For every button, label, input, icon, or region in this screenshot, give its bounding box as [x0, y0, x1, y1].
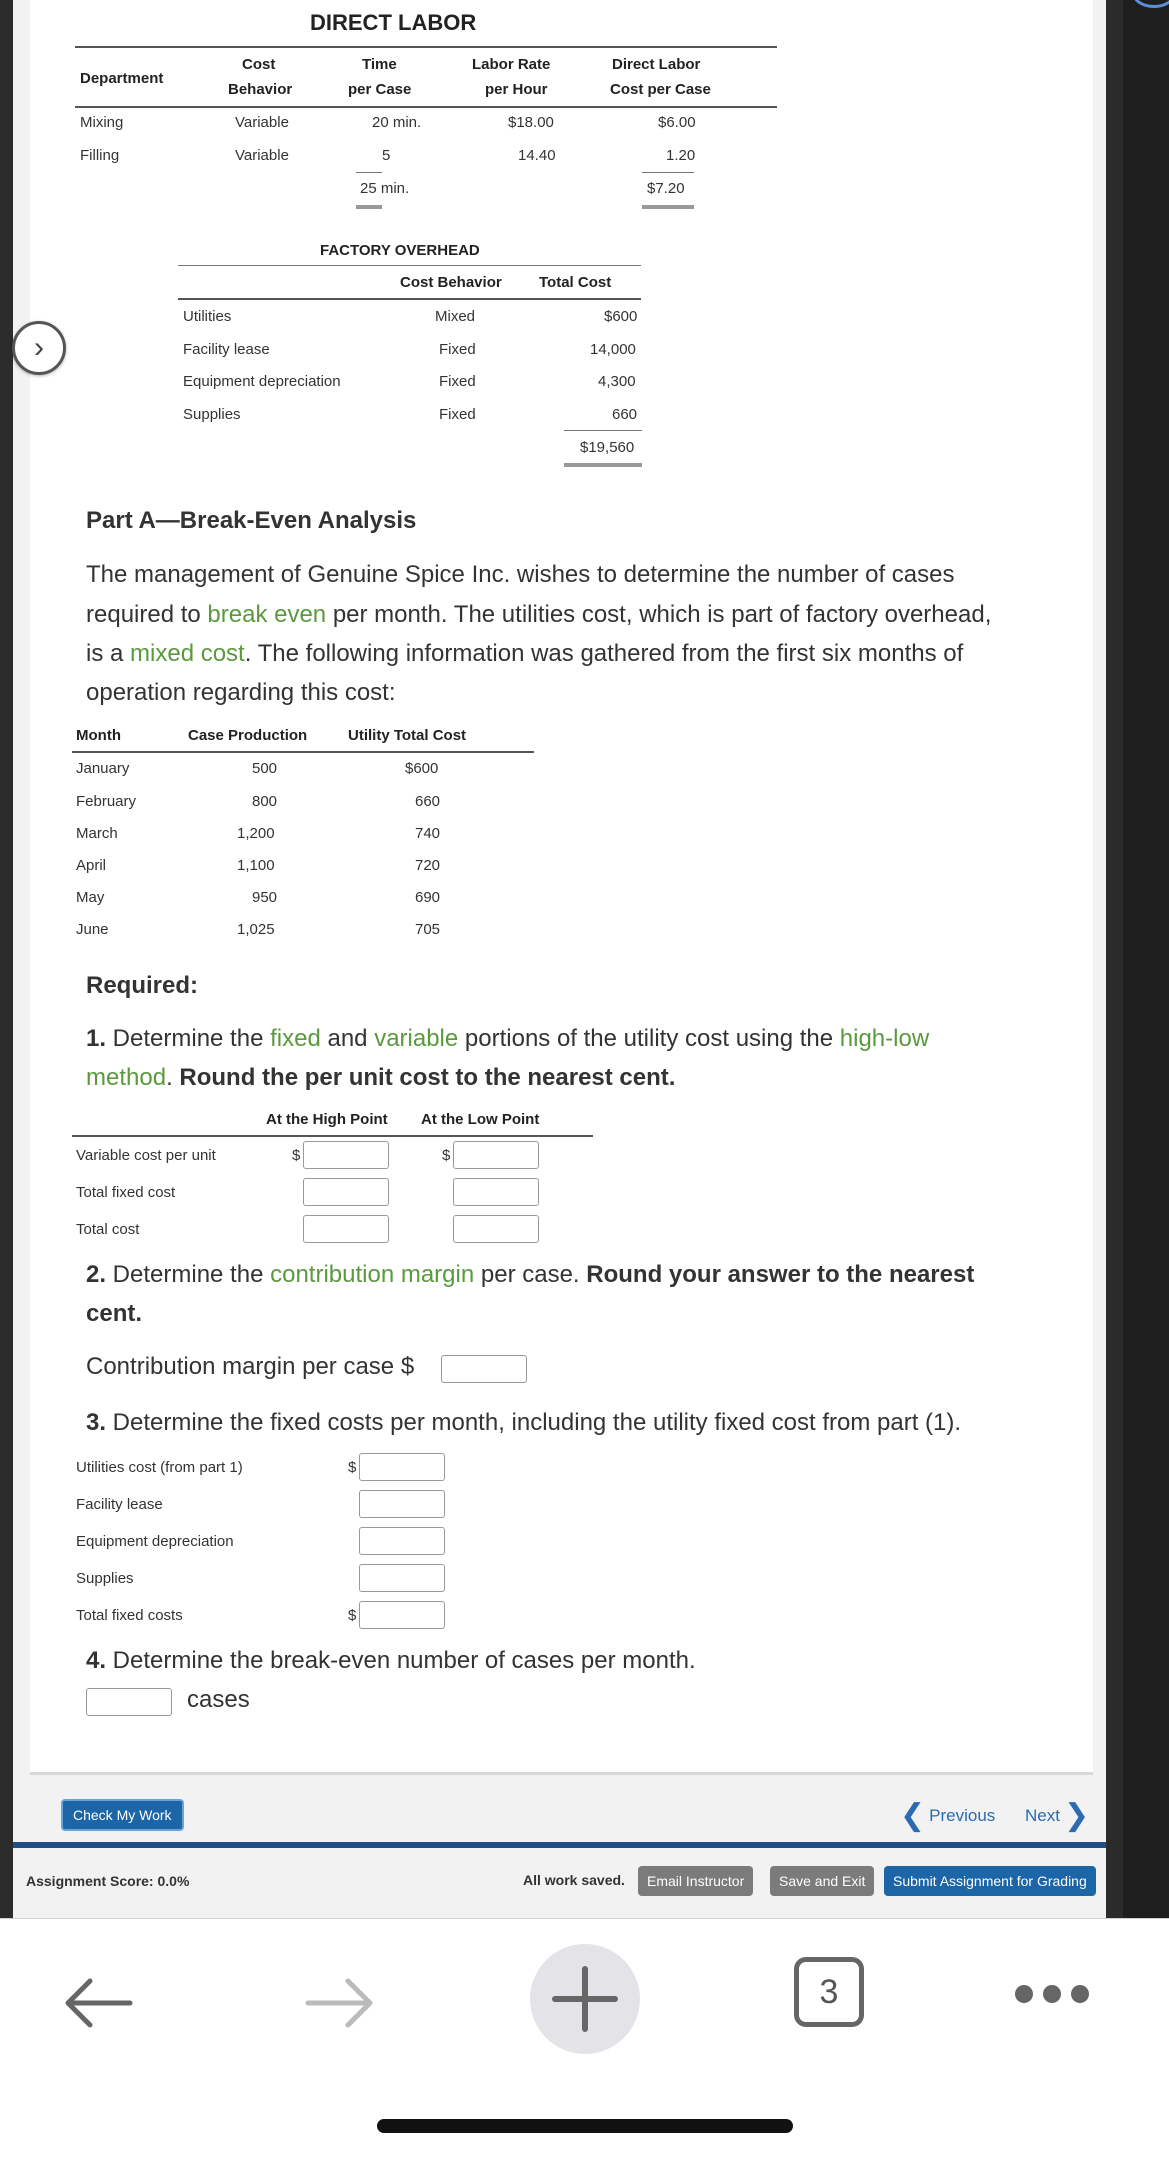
col-time-1: Time: [362, 56, 397, 73]
break-even-link[interactable]: break even: [207, 601, 327, 628]
col-dl-2: Cost per Case: [610, 81, 711, 98]
assignment-footer: [13, 1848, 1106, 1912]
q1-text: and: [320, 1025, 375, 1052]
total-double-rule: [642, 205, 694, 209]
col-cost-behavior-1: Cost: [242, 56, 276, 73]
direct-labor-title: DIRECT LABOR: [310, 10, 477, 35]
dl-total-cost: $7.20: [647, 180, 685, 197]
home-indicator: [377, 2119, 793, 2133]
col-total-cost: Total Cost: [539, 274, 612, 291]
part-a-paragraph-line: [86, 634, 963, 674]
utility-row-month: February: [76, 793, 137, 810]
fo-row-item: Utilities: [183, 308, 232, 325]
q1-text: Determine the: [106, 1025, 271, 1052]
dl-row-dept: Mixing: [80, 114, 124, 131]
q2-instruction: Round your answer to the nearest: [579, 1261, 975, 1288]
required-heading: Required:: [86, 972, 199, 999]
col-month: Month: [76, 727, 121, 744]
dollar-sign: $: [348, 1607, 357, 1624]
dl-row-behavior: Variable: [235, 147, 289, 164]
fo-row-behavior: Mixed: [435, 308, 476, 325]
right-edge: [1106, 0, 1123, 1918]
equipment-depreciation-input[interactable]: [359, 1527, 445, 1555]
utility-row-cases: 1,200: [237, 825, 275, 842]
fo-row-cost: 14,000: [590, 341, 636, 358]
utilities-fixed-cost-input[interactable]: [359, 1453, 445, 1481]
variable-link[interactable]: variable: [374, 1025, 459, 1052]
table-header-rule: [72, 1135, 593, 1137]
utility-row-month: January: [76, 760, 130, 777]
dl-row-cost: $6.00: [658, 114, 696, 131]
utility-row-month: April: [76, 857, 107, 874]
forward-arrow-icon[interactable]: [300, 1971, 380, 2035]
dollar-sign: $: [292, 1147, 301, 1164]
subtotal-rule: [642, 172, 694, 173]
part-a-text: is a: [86, 640, 131, 667]
low-total-cost-input[interactable]: [453, 1215, 539, 1243]
utility-row-cases: 950: [252, 889, 278, 906]
dl-row-time: 5: [382, 147, 391, 164]
tab-count: 3: [819, 1972, 839, 2011]
utility-row-cost: 740: [415, 825, 441, 842]
col-rate-1: Labor Rate: [472, 56, 551, 73]
dl-row-behavior: Variable: [235, 114, 289, 131]
utility-row-cases: 500: [252, 760, 278, 777]
fixed-cost-row-label: Facility lease: [76, 1496, 163, 1513]
dollar-sign: $: [442, 1147, 451, 1164]
utility-row-cost: 705: [415, 921, 441, 938]
supplies-input[interactable]: [359, 1564, 445, 1592]
check-my-work-button[interactable]: Check My Work: [61, 1799, 184, 1831]
previous-label: Previous: [929, 1805, 996, 1825]
part-a-text: per month. The utilities cost, which is part of factory overhead,: [326, 601, 992, 628]
col-dl-1: Direct Labor: [612, 56, 701, 73]
part-a-text: . The following information was gathered from the first six months of: [244, 640, 964, 667]
utility-row-cases: 1,100: [237, 857, 275, 874]
q2-text: per case.: [474, 1261, 580, 1288]
utility-row-cost: $600: [405, 760, 439, 777]
col-low-point: At the Low Point: [421, 1111, 540, 1128]
mixed-cost-link[interactable]: mixed cost: [130, 640, 245, 667]
q3-number: 3.: [86, 1409, 107, 1436]
fo-total: $19,560: [580, 439, 635, 456]
factory-overhead-title: FACTORY OVERHEAD: [320, 242, 480, 259]
email-instructor-button[interactable]: Email Instructor: [638, 1866, 753, 1896]
fo-row-cost: 4,300: [598, 373, 636, 390]
part-a-paragraph-line: operation regarding this cost:: [86, 679, 396, 706]
utility-row-month: May: [76, 889, 105, 906]
plus-icon: [530, 1944, 640, 2054]
fixed-cost-row-label: Total fixed costs: [76, 1607, 183, 1624]
chevron-left-icon: ❮: [900, 1799, 926, 1832]
contribution-margin-link[interactable]: contribution margin: [270, 1261, 475, 1288]
next-label: Next: [1025, 1805, 1060, 1825]
q2-number: 2.: [86, 1261, 107, 1288]
q2-line: [86, 1255, 974, 1295]
col-cost-behavior-2: Behavior: [228, 81, 293, 98]
total-double-rule: [356, 205, 382, 209]
dl-total-time: 25 min.: [360, 180, 410, 197]
col-time-2: per Case: [348, 81, 412, 98]
fixed-cost-row-label: Equipment depreciation: [76, 1533, 234, 1550]
chevron-right-icon: ❯: [1063, 1799, 1090, 1832]
fo-row-cost: $600: [604, 308, 638, 325]
q1-text: .: [166, 1064, 173, 1091]
fo-row-item: Equipment depreciation: [183, 373, 341, 390]
facility-lease-input[interactable]: [359, 1490, 445, 1518]
part-a-paragraph-line: The management of Genuine Spice Inc. wishes to determine the number of cases: [86, 561, 955, 588]
contribution-margin-label: Contribution margin per case $: [86, 1353, 415, 1380]
utility-row-cost: 660: [415, 793, 441, 810]
content-divider: [30, 1772, 1093, 1775]
q3-text: Determine the fixed costs per month, including the utility fixed cost from part (1).: [106, 1409, 962, 1436]
fo-row-cost: 660: [612, 406, 638, 423]
contribution-margin-input[interactable]: [441, 1355, 527, 1383]
low-variable-cost-input[interactable]: [453, 1141, 539, 1169]
q4-line: [86, 1641, 696, 1681]
fo-row-behavior: Fixed: [439, 406, 476, 423]
utility-row-cost: 690: [415, 889, 441, 906]
save-and-exit-button[interactable]: Save and Exit: [770, 1866, 874, 1896]
next-button[interactable]: [1025, 1798, 1089, 1833]
high-total-cost-input[interactable]: [303, 1215, 389, 1243]
utility-row-cost: 720: [415, 857, 441, 874]
q1-line: [86, 1019, 929, 1059]
q4-number: 4.: [86, 1647, 107, 1674]
part-a-paragraph-line: [86, 595, 991, 635]
fixed-cost-row-label: Utilities cost (from part 1): [76, 1459, 243, 1476]
break-even-cases-input[interactable]: [86, 1688, 172, 1716]
utility-row-month: June: [76, 921, 109, 938]
high-fixed-cost-input[interactable]: [303, 1178, 389, 1206]
dollar-sign: $: [348, 1459, 357, 1476]
dl-row-rate: $18.00: [508, 114, 554, 131]
table-header-rule: [75, 106, 777, 108]
submit-assignment-button[interactable]: Submit Assignment for Grading: [884, 1866, 1096, 1896]
table-header-rule: [72, 751, 534, 753]
right-panel-edge: [1123, 0, 1169, 1918]
fixed-cost-row-label: Supplies: [76, 1570, 134, 1587]
total-fixed-costs-input[interactable]: [359, 1601, 445, 1629]
table-header-rule: [178, 298, 641, 300]
dl-row-time: 20 min.: [372, 114, 422, 131]
q3-line: [86, 1403, 961, 1443]
high-variable-cost-input[interactable]: [303, 1141, 389, 1169]
q1-line: [86, 1058, 675, 1098]
q2-instruction-end: cent.: [86, 1300, 143, 1327]
q1-number: 1.: [86, 1025, 107, 1052]
dl-row-dept: Filling: [80, 147, 120, 164]
dl-row-cost: 1.20: [666, 147, 696, 164]
previous-button[interactable]: [900, 1798, 995, 1833]
table-top-rule: [178, 265, 641, 266]
table-top-rule: [75, 46, 777, 48]
col-rate-2: per Hour: [485, 81, 548, 98]
left-edge: [0, 0, 13, 1918]
q1-instruction: Round the per unit cost to the nearest cent.: [172, 1064, 676, 1091]
row-total-cost: Total cost: [76, 1221, 140, 1238]
row-variable-cost-per-unit: Variable cost per unit: [76, 1147, 216, 1164]
total-double-rule: [564, 463, 642, 467]
fixed-link[interactable]: fixed: [270, 1025, 321, 1052]
dl-row-rate: 14.40: [518, 147, 556, 164]
col-cost-behavior: Cost Behavior: [400, 274, 502, 291]
q1-text: portions of the utility cost using the: [458, 1025, 840, 1052]
utility-row-cases: 800: [252, 793, 278, 810]
col-high-point: At the High Point: [266, 1111, 388, 1128]
cases-label: cases: [187, 1686, 250, 1713]
high-low-link[interactable]: high-low: [839, 1025, 930, 1052]
utility-row-cases: 1,025: [237, 921, 275, 938]
back-arrow-icon[interactable]: [58, 1971, 138, 2035]
subtotal-rule: [564, 430, 642, 431]
col-utility-total-cost: Utility Total Cost: [348, 727, 467, 744]
high-low-method-link[interactable]: method: [86, 1064, 167, 1091]
q4-text: Determine the break-even number of cases per month.: [106, 1647, 696, 1674]
fo-row-behavior: Fixed: [439, 373, 476, 390]
subtotal-rule: [356, 172, 382, 173]
fo-row-item: Facility lease: [183, 341, 270, 358]
save-status: All work saved.: [523, 1872, 625, 1888]
assignment-score: Assignment Score: 0.0%: [26, 1873, 190, 1889]
row-total-fixed-cost: Total fixed cost: [76, 1184, 176, 1201]
q2-text: Determine the: [106, 1261, 271, 1288]
problem-content: [30, 0, 1093, 1772]
chevron-right-icon: ›: [34, 331, 44, 364]
col-department: Department: [80, 70, 164, 87]
utility-row-month: March: [76, 825, 118, 842]
col-case-production: Case Production: [188, 727, 308, 744]
fo-row-item: Supplies: [183, 406, 241, 423]
more-options-icon[interactable]: [1010, 1979, 1094, 2009]
low-fixed-cost-input[interactable]: [453, 1178, 539, 1206]
part-a-heading: Part A—Break-Even Analysis: [86, 507, 417, 534]
tab-count-button[interactable]: [794, 1957, 864, 2027]
part-a-text: required to: [86, 601, 208, 628]
fo-row-behavior: Fixed: [439, 341, 476, 358]
expand-panel-button[interactable]: [12, 321, 66, 375]
new-tab-button[interactable]: [530, 1944, 640, 2054]
